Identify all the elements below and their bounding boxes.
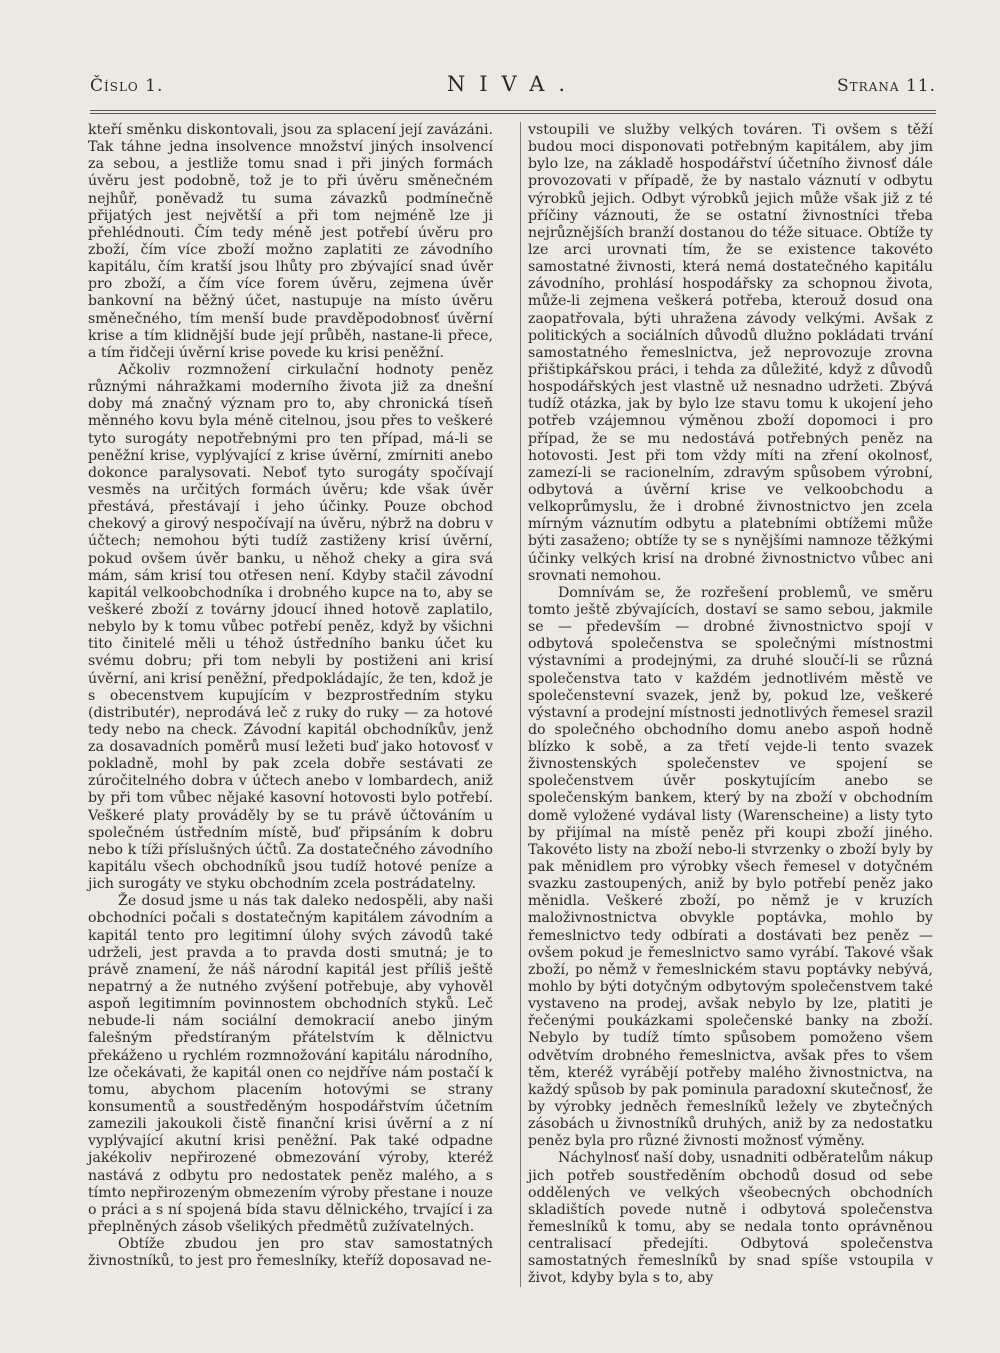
header-rule <box>90 110 936 114</box>
column-divider <box>520 122 521 1287</box>
paragraph: kteří směnku diskontovali, jsou za splacení její zavázáni. Tak táhne jedna insolvence množství jiných insolvencí za sebou, a jestliže tomu snad i při jiných formách úvěru jest podobně, tož je to při úvěru směnečném nejhůř, poněvadž tu suma závazků podmínečně přijatých jest největší a při tom nejméně lze ji přehlédnouti. Čím tedy méně jest potřebí úvěru pro zboží, čím více zboží možno zaplatiti ze závodního kapitálu, čím kratší jsou lhůty pro zbývající snad úvěr pro zboží, a čím více forem úvěru, zejmena úvěr bankovní na běžný účet, nastupuje na místo úvěru směnečného, tím menší bude pravděpodobnosť úvěrní krise a tím klidnější bude její průběh, nastane-li přece, a tím řidčeji úvěrní krise povede ku krisi peněžní. <box>88 122 493 361</box>
right-column <box>528 122 933 1288</box>
periodical-title: NIVA. <box>446 72 580 96</box>
paragraph: vstoupili ve služby velkých továren. Ti ovšem s těží budou moci disponovati potřebným kapitálem, aby jim bylo lze, na základě hospodářství účetního živnosť dále provozovati v případě, že by nastalo váznutí v odbytu výrobků jejich. Odbyt výrobků jejich může však již z té příčiny váznouti, že se ostatní živnostníci třeba nejrůznějších branží dostanou do téže situace. Obtíže ty lze arci urovnati tím, že se existence takovéto samostatné živnosti, která nemá dostatečného kapitálu závodního, prohlásí hospodářsky za schopnou života, může-li zejmena veškerá potřeba, kterouž dosud ona zaopatřovala, býti uhražena závody velkými. Avšak z politických a sociálních důvodů dlužno pokládati trvání samostatného řemeslnictva, jež neprovozuje zrovna přištipkářskou práci, i tehda za důležité, když z důvodů hospodářských jest vlastně už nesnadno udržeti. Zbývá tudíž otázka, jak by bylo lze stavu tomu k ukojení jeho potřeb vzájemnou výměnou zboží dopomoci i pro případ, že se mu nedostává potřebných peněz na hotovosti. Jest při tom vždy míti na zření okolnosť, zamezí-li se racionelním, zdravým spůsobem výrobní, odbytová a úvěrní krise ve velkoobchodu a velkoprůmyslu, že i drobné živnostnictvo jen zcela mírným váznutím odbytu a platebními obtížemi může býti zasaženo; obtíže ty se s nynějšími namnoze těžkými účinky velkých krisí na drobné živnostnictvo vůbec ani srovnati nemohou. <box>528 122 933 584</box>
paragraph: Náchylnosť naší doby, usnadniti odběratelům nákup jich potřeb soustředěním obchodů dosud od sebe oddělených ve velkých všeobecných obchodních skladištích povede nutně i odbytová společenstva řemeslníků k tomu, aby se nedala tonto oprávněnou centralisací předejíti. Odbytová společenstva samostatných řemeslníků by snad spíše vstoupila v život, kdyby byla s to, aby <box>528 1150 933 1287</box>
page-number: Strana 11. <box>837 76 936 96</box>
page-header <box>90 72 936 106</box>
paragraph: Ačkoliv rozmnožení cirkulační hodnoty peněz různými náhražkami moderního života již za dnešní doby má značný význam pro to, aby chronická tíseň měnného kovu byla méně citelnou, jsou přes to veškeré tyto surogáty nepotřebnými pro ten případ, má-li se peněžní krise, vyplývající z krise úvěrní, zmírniti anebo dokonce paralysovati. Neboť tyto surogáty spočívají vesměs na určitých formách úvěru; kde však úvěr přestává, přestávají i jeho účinky. Pouze obchod chekový a girový nespočívají na úvěru, nýbrž na dobru v účtech; nemohou býti tudíž zastiženy krisí úvěrní, pokud ovšem úvěr banku, u něhož cheky a gira svá mám, sám krisí tou otřesen není. Kdyby stačil závodní kapitál velkoobchodníka i drobného kupce na to, aby se veškeré zboží z továrny jdoucí ihned hotově zaplatilo, nebylo by k tomu vůbec potřebí peněz, když by všichni tito činitelé měli u téhož ústředního banku účet ku svému dobru; při tom nebyli by postiženi ani krisí úvěrní, ani krisí peněžní, předpokládajíc, že ten, kdož je s obecenstvem kupujícím v bezprostředním styku (distributér), neprodává leč z ruky do ruky — za hotové tedy nebo na check. Závodní kapitál obchodníkův, jenž za dosavadních poměrů musí ležeti buď jako hotovosť v pokladně, mohl by pak zcela dobře sestávati ze zúročitelného dobra v účtech anebo v lombardech, aniž by při tom vůbec nějaké kasovní hotovosti bylo potřebí. Veškeré platy prováděly by se tu právě účtováním u společném ústředním místě, buď připsáním k dobru nebo k tíži příslušných účtů. Za dostatečného závodního kapitálu všech obchodníků jsou tudíž hotové peníze a jich surogáty ve styku obchodním zcela postrádatelny. <box>88 361 493 893</box>
paragraph: Obtíže zbudou jen pro stav samostatných živnostníků, to jest pro řemeslníky, kteříž doposavad ne- <box>88 1236 493 1270</box>
paragraph: Domnívám se, že rozřešení problemů, ve směru tomto ještě zbývajících, dostaví se samo sebou, jakmile se — především — drobné živnostnictvo spojí v odbytová společenstva se společnými místnostmi výstavními a prodejnými, za druhé sloučí-li se různá společenstva tato v každém jednotlivém městě ve společenstevní svazek, jenž by, pokud lze, veškeré výstavní a prodejní místnosti jednotlivých řemesel srazil do společného obchodního domu anebo aspoň hodně blízko k sobě, a za třetí vejde-li tento svazek živnostenských společenstev ve spojení se společenstvem úvěr poskytujícím anebo se společenským bankem, který by na zboží v obchodním domě vyložené vydával listy (Warenscheine) a listy tyto by přijímal na místě peněz při koupi zboží jiného. Takovéto listy na zboží nebo-li stvrzenky o zboží byly by pak měnidlem pro výrobky všech řemesel v dotyčném svazku zastoupených, aniž by bylo potřebí peněz jako měnidla. Veškeré zboží, po němž je v kruzích maloživnostnictva obvykle poptávka, mohlo by řemeslnictvo tedy odbírati a dostávati bez peněz — ovšem pokud je řemeslnictvo samo vyrábí. Takové však zboží, po němž v řemeslnickém stavu poptávky nebývá, mohlo by býti dotyčným odbytovým společenstvem také vystaveno na prodej, avšak nebylo by lze, platiti je řečenými poukázkami společenské banky na zboží. Nebylo by tudíž tímto spůsobem pomoženo všem odvětvím drobného řemeslnictva, avšak přes to všem těm, kteréž vyrábějí potřeby malého živnostnictva, na každý spůsob by pak pominula paradoxní skutečnosť, že by výrobky jedněch řemeslníků ležely ve zbytečných zásobách u živnostníků druhých, aniž by za nedostatku peněz byla pro různé živnosti možnosť výměny. <box>528 584 933 1150</box>
paragraph: Že dosud jsme u nás tak daleko nedospěli, aby naši obchodníci počali s dostatečným kapitálem závodním a kapitál tento pro legitimní úlohy svých závodů také udrželi, jest pravda a to pravda dosti smutná; je to právě znamení, že náš národní kapitál jest příliš ještě nepatrný a že nutného zvýšení potřebuje, aby vyhověl aspoň legitimním povinnostem obchodních styků. Leč nebude-li nám sociální demokracií anebo jiným falešným předstíraným přátelstvím k dělnictvu překáženo u rychlém rozmnožování kapitálu národního, lze očekávati, že kapitál onen co nejdříve nám postačí k tomu, abychom placením hotovými se strany konsumentů a soustředěným hospodářstvím účetním zamezili jakoukoli čistě finanční krisi úvěrní a z ní vyplývající akutní krisi peněžní. Pak také odpadne jakékoliv nepřirozené obmezování výroby, kteréž nastává z odbytu pro nedostatek peněz malého, a s tímto nepřirozeným obmezením výroby přestane i nouze o práci a s ní spojená bída stavu dělnického, trvající i za přeplněných zásob všelikých předmětů zužívatelných. <box>88 893 493 1235</box>
left-column <box>88 122 493 1270</box>
issue-number: Číslo 1. <box>90 76 164 96</box>
